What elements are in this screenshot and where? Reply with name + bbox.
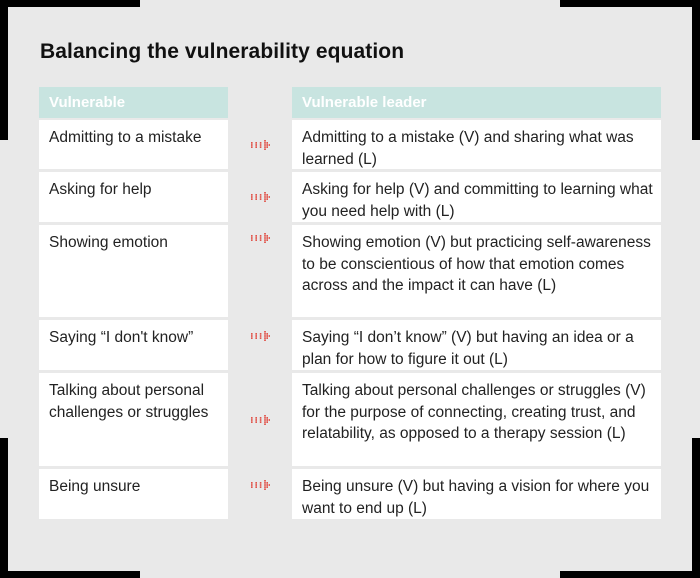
cell-vulnerable: Asking for help [39, 172, 228, 222]
cell-vulnerable: Saying “I don't know” [39, 320, 228, 370]
dotted-right-arrow-icon [250, 191, 270, 203]
corner-mark [692, 438, 700, 578]
table-row [39, 320, 661, 370]
cell-vulnerable-leader: Admitting to a mistake (V) and sharing what was learned (L) [292, 120, 661, 169]
dotted-right-arrow-icon [250, 139, 270, 151]
corner-mark [0, 571, 140, 578]
table-row [39, 172, 661, 222]
cell-vulnerable: Being unsure [39, 469, 228, 519]
corner-mark [0, 0, 8, 140]
cell-vulnerable-leader: Being unsure (V) but having a vision for where you want to end up (L) [292, 469, 661, 519]
cell-vulnerable: Showing emotion [39, 225, 228, 317]
dotted-right-arrow-icon [250, 232, 270, 244]
dotted-right-arrow-icon [250, 479, 270, 491]
cell-vulnerable-leader: Asking for help (V) and committing to learning what you need help with (L) [292, 172, 661, 222]
cell-vulnerable-leader: Showing emotion (V) but practicing self-awareness to be conscientious of how that emotion comes across and the impact it can have (L) [292, 225, 661, 317]
header-vulnerable-leader: Vulnerable leader [292, 87, 661, 118]
page-title: Balancing the vulnerability equation [40, 40, 405, 63]
table-row [39, 225, 661, 317]
corner-mark [692, 0, 700, 140]
corner-mark [560, 571, 700, 578]
table-row [39, 469, 661, 519]
cell-vulnerable: Admitting to a mistake [39, 120, 228, 169]
corner-mark [0, 0, 140, 7]
corner-mark [0, 438, 8, 578]
table-header [39, 87, 661, 118]
dotted-right-arrow-icon [250, 414, 270, 426]
cell-vulnerable-leader: Saying “I don’t know” (V) but having an idea or a plan for how to figure it out (L) [292, 320, 661, 370]
table-row [39, 373, 661, 466]
comparison-table [39, 87, 661, 522]
header-vulnerable: Vulnerable [39, 87, 228, 118]
cell-vulnerable-leader: Talking about personal challenges or struggles (V) for the purpose of connecting, creating trust, and relatability, as opposed to a therapy session (L) [292, 373, 661, 466]
corner-mark [560, 0, 700, 7]
dotted-right-arrow-icon [250, 330, 270, 342]
table-row [39, 120, 661, 169]
cell-vulnerable: Talking about personal challenges or struggles [39, 373, 228, 466]
